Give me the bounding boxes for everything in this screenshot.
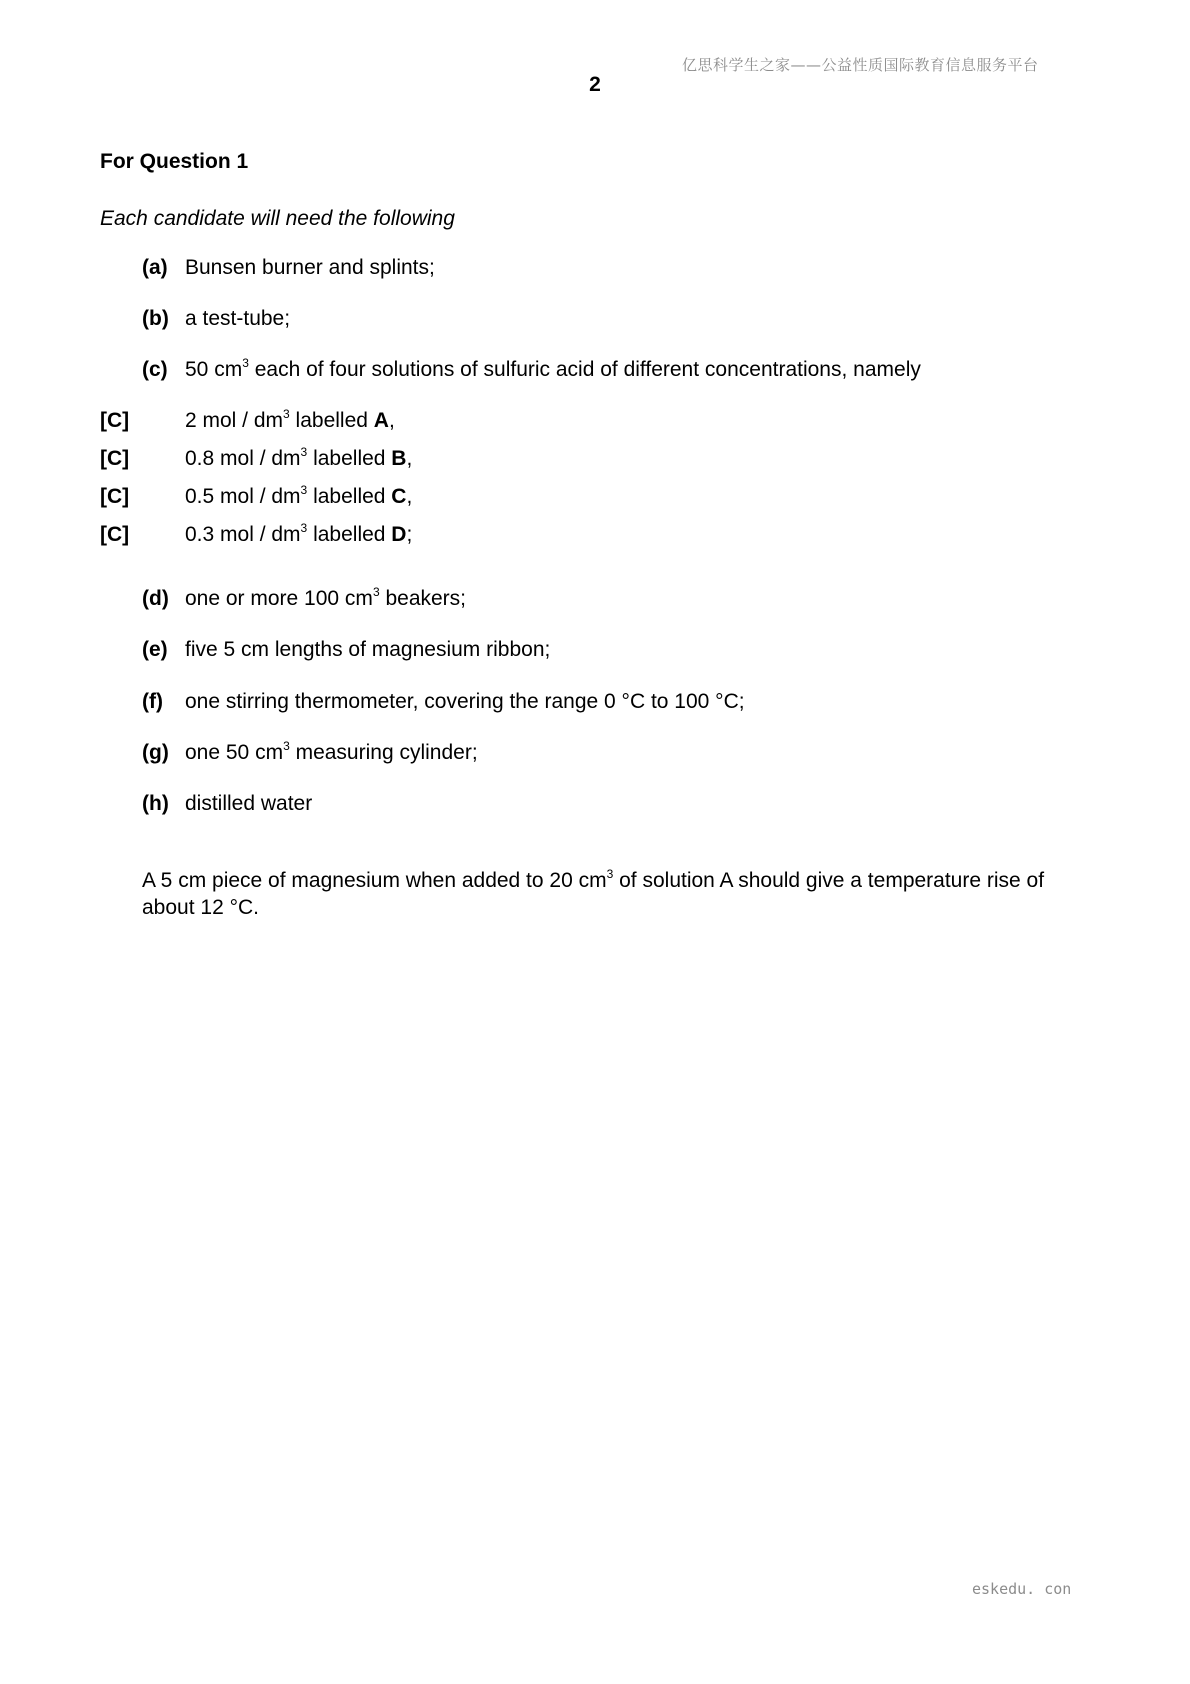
item-text: five 5 cm lengths of magnesium ribbon;	[185, 638, 551, 661]
solution-text: labelled	[289, 409, 374, 432]
solution-text: labelled	[307, 523, 392, 546]
solution-concentration: 0.8 mol / dm	[185, 447, 301, 470]
item-label: (h)	[142, 792, 169, 815]
solution-letter: D	[391, 523, 407, 546]
item-label: (b)	[142, 307, 169, 330]
solution-concentration: 2 mol / dm	[185, 409, 284, 432]
item-text: one stirring thermometer, covering the range 0 °C to 100 °C;	[185, 690, 745, 713]
list-item-c	[142, 358, 921, 382]
solution-row-c	[100, 485, 412, 509]
item-label: (a)	[142, 256, 168, 279]
superscript: 3	[300, 521, 308, 535]
watermark-header: 亿思科学生之家——公益性质国际教育信息服务平台	[682, 56, 1039, 74]
note-paragraph	[142, 867, 1102, 921]
note-text-post: of solution A should give a temperature rise of about 12 °C.	[142, 869, 1045, 919]
superscript: 3	[300, 445, 308, 459]
superscript: 3	[242, 356, 249, 370]
list-item-d	[142, 587, 466, 611]
item-text: a test-tube;	[185, 307, 291, 330]
solution-row-d	[100, 523, 412, 547]
superscript: 3	[283, 407, 290, 421]
item-text-pre: one 50 cm	[185, 741, 284, 764]
solution-row-b	[100, 447, 412, 471]
page-number: 2	[589, 73, 601, 96]
item-label: (d)	[142, 587, 169, 610]
item-text-post: beakers;	[379, 587, 467, 610]
list-item-h	[142, 792, 312, 816]
solution-concentration: 0.5 mol / dm	[185, 485, 301, 508]
item-label: (c)	[142, 358, 168, 381]
list-item-g	[142, 741, 478, 765]
solution-tag: [C]	[100, 409, 130, 432]
item-label: (g)	[142, 741, 169, 764]
list-item-e	[142, 638, 550, 662]
solution-tag: [C]	[100, 447, 130, 470]
solution-concentration: 0.3 mol / dm	[185, 523, 301, 546]
solution-text: labelled	[307, 485, 392, 508]
list-item-b	[142, 307, 290, 331]
item-text-post: each of four solutions of sulfuric acid of different concentrations, namely	[248, 358, 921, 381]
solution-punct: ,	[406, 485, 413, 508]
list-item-a	[142, 256, 435, 280]
solution-letter: C	[391, 485, 407, 508]
solution-text: labelled	[307, 447, 392, 470]
intro-text: Each candidate will need the following	[100, 207, 455, 230]
solution-punct: ,	[388, 409, 395, 432]
item-label: (f)	[142, 690, 163, 713]
solution-letter: B	[391, 447, 407, 470]
superscript: 3	[372, 585, 380, 599]
solution-punct: ,	[406, 447, 413, 470]
note-text-pre: A 5 cm piece of magnesium when added to 20 cm	[142, 869, 607, 892]
item-label: (e)	[142, 638, 168, 661]
section-heading: For Question 1	[100, 150, 249, 173]
item-text-pre: 50 cm	[185, 358, 243, 381]
item-text: Bunsen burner and splints;	[185, 256, 435, 279]
item-text-pre: one or more 100 cm	[185, 587, 373, 610]
solution-row-a	[100, 409, 395, 433]
solution-punct: ;	[406, 523, 413, 546]
item-text: distilled water	[185, 792, 313, 815]
item-text-post: measuring cylinder;	[289, 741, 478, 764]
list-item-f	[142, 690, 745, 714]
solution-tag: [C]	[100, 523, 130, 546]
superscript: 3	[283, 739, 290, 753]
superscript: 3	[300, 483, 308, 497]
solution-letter: A	[373, 409, 389, 432]
superscript: 3	[606, 867, 614, 881]
watermark-footer: eskedu. con	[972, 1580, 1072, 1598]
solution-tag: [C]	[100, 485, 130, 508]
